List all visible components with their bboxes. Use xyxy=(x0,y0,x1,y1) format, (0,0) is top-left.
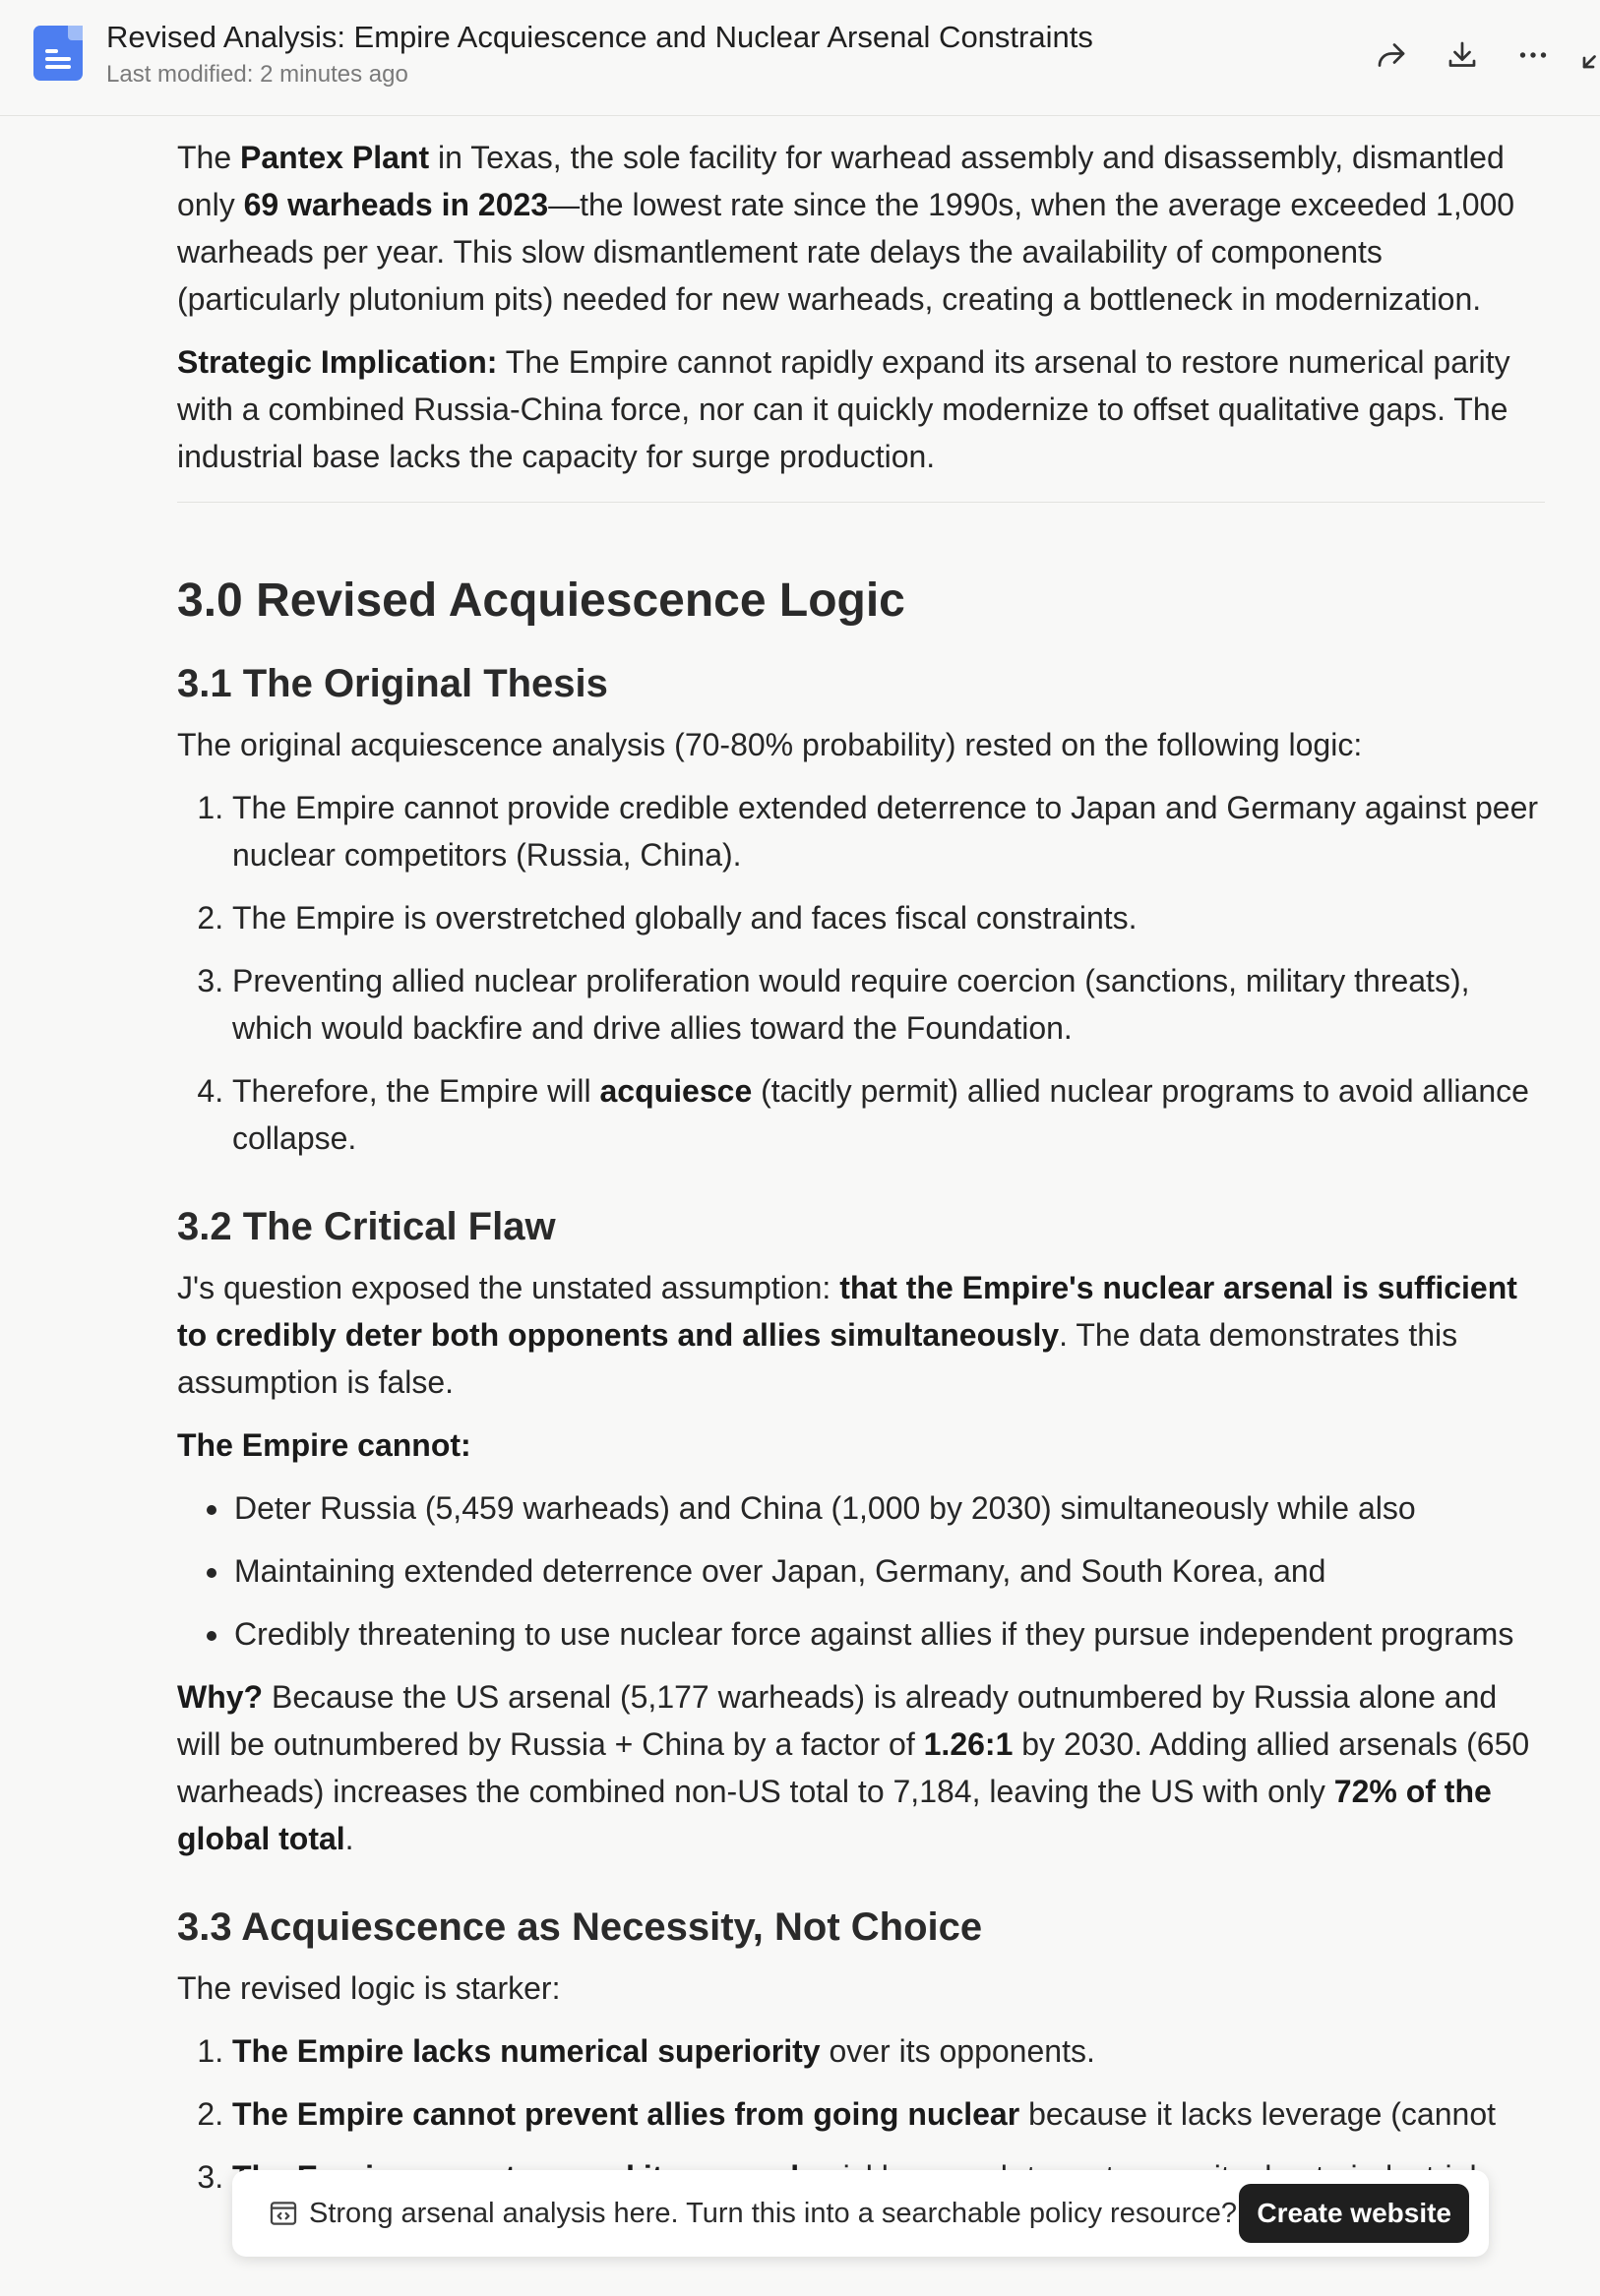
text: The xyxy=(177,140,241,175)
document-icon xyxy=(33,26,83,81)
text: because it lacks leverage (cannot xyxy=(1019,2096,1496,2132)
more-options-button[interactable] xyxy=(1511,33,1555,77)
subsection-heading: 3.2 The Critical Flaw xyxy=(177,1205,556,1248)
more-icon xyxy=(1515,37,1551,73)
website-code-icon xyxy=(268,2198,299,2229)
share-button[interactable] xyxy=(1370,33,1413,77)
last-modified: Last modified: 2 minutes ago xyxy=(106,61,408,88)
bold-text: acquiesce xyxy=(599,1073,753,1109)
bullet-list xyxy=(177,1484,1545,1658)
text: . The data demonstrates this assumption is false. xyxy=(177,1317,1458,1400)
banner-message: Strong arsenal analysis here. Turn this into a searchable policy resource? xyxy=(309,2198,1238,2229)
paragraph-strategic-implication xyxy=(177,338,1545,480)
bold-text: Pantex Plant xyxy=(240,140,430,175)
paragraph xyxy=(177,1264,1545,1406)
paragraph xyxy=(177,1421,1545,1469)
bold-text: The Empire cannot prevent allies from going nuclear xyxy=(232,2096,1020,2132)
ordered-list xyxy=(177,784,1545,1162)
document-title: Revised Analysis: Empire Acquiescence and Nuclear Arsenal Constraints xyxy=(106,20,1093,54)
create-website-banner xyxy=(232,2170,1489,2257)
document-body xyxy=(177,116,1545,2216)
bold-text: The Empire lacks numerical superiority xyxy=(232,2033,821,2069)
list-item: 1. The Empire cannot provide credible extended deterrence to Japan and Germany against peer nuclear competitors (Russia, China). xyxy=(232,784,1545,878)
list-item xyxy=(232,2090,1545,2138)
subsection-heading: 3.3 Acquiescence as Necessity, Not Choice xyxy=(177,1905,983,1949)
text: over its opponents. xyxy=(820,2033,1095,2069)
text: Therefore, the Empire will xyxy=(232,1073,600,1109)
text: J's question exposed the unstated assumption: xyxy=(177,1270,840,1305)
subsection-heading: 3.1 The Original Thesis xyxy=(177,662,608,705)
document-header xyxy=(0,0,1600,116)
text: (tacitly permit) allied nuclear programs to avoid alliance collapse. xyxy=(232,1073,1529,1156)
paragraph: The revised logic is starker: xyxy=(177,1970,561,2006)
download-icon xyxy=(1445,37,1480,73)
bold-text: 69 warheads in 2023 xyxy=(243,187,549,222)
list-item: • Deter Russia (5,459 warheads) and China (1,000 by 2030) simultaneously while also xyxy=(232,1484,1545,1532)
text: —the lowest rate since the 1990s, when the average exceeded 1,000 warheads per year. This slow dismantlement rate delays the availability of components (particularly plutonium pits) needed for new warheads, creating a bottleneck in modernization. xyxy=(177,187,1515,317)
text: The Empire cannot rapidly expand its arsenal to restore numerical parity with a combined Russia-China force, nor can it quickly modernize to offset qualitative gaps. The industrial base lacks the capacity for surge production. xyxy=(177,344,1510,474)
section-heading: 3.0 Revised Acquiescence Logic xyxy=(177,574,905,627)
list-item: • Credibly threatening to use nuclear force against allies if they pursue independent programs xyxy=(232,1610,1545,1658)
paragraph-pantex xyxy=(177,134,1545,323)
text: Because the US arsenal (5,177 warheads) is already outnumbered by Russia alone and will be outnumbered by Russia + China by a factor of xyxy=(177,1679,1498,1762)
paragraph: The original acquiescence analysis (70-80% probability) rested on the following logic: xyxy=(177,727,1363,762)
text: in Texas, the sole facility for warhead assembly and disassembly, dismantled only xyxy=(177,140,1505,222)
collapse-icon xyxy=(1578,37,1600,73)
list-item: 3. Preventing allied nuclear proliferation would require coercion (sanctions, military threats), which would backfire and drive allies toward the Foundation. xyxy=(232,957,1545,1052)
collapse-button[interactable] xyxy=(1578,33,1600,77)
bold-text: that the Empire's nuclear arsenal is sufficient to credibly deter both opponents and allies simultaneously xyxy=(177,1270,1517,1353)
text: by 2030. Adding allied arsenals (650 warheads) increases the combined non-US total to 7,184, leaving the US with only xyxy=(177,1726,1530,1809)
share-icon xyxy=(1374,37,1409,73)
download-button[interactable] xyxy=(1441,33,1484,77)
bold-text: Why? xyxy=(177,1679,264,1715)
bold-text: Strategic Implication: xyxy=(177,344,498,380)
list-item xyxy=(232,1067,1545,1162)
bold-text: 72% of the global total xyxy=(177,1774,1492,1856)
text: . xyxy=(344,1821,354,1856)
bold-text: The Empire cannot: xyxy=(177,1427,471,1463)
bold-text: 1.26:1 xyxy=(923,1726,1014,1762)
list-item: 2. The Empire is overstretched globally and faces fiscal constraints. xyxy=(232,894,1545,941)
section-divider xyxy=(177,502,1545,503)
list-item: • Maintaining extended deterrence over Japan, Germany, and South Korea, and xyxy=(232,1547,1545,1595)
create-website-button[interactable]: Create website xyxy=(1239,2184,1469,2243)
paragraph xyxy=(177,1673,1545,1862)
list-item xyxy=(232,2027,1545,2075)
